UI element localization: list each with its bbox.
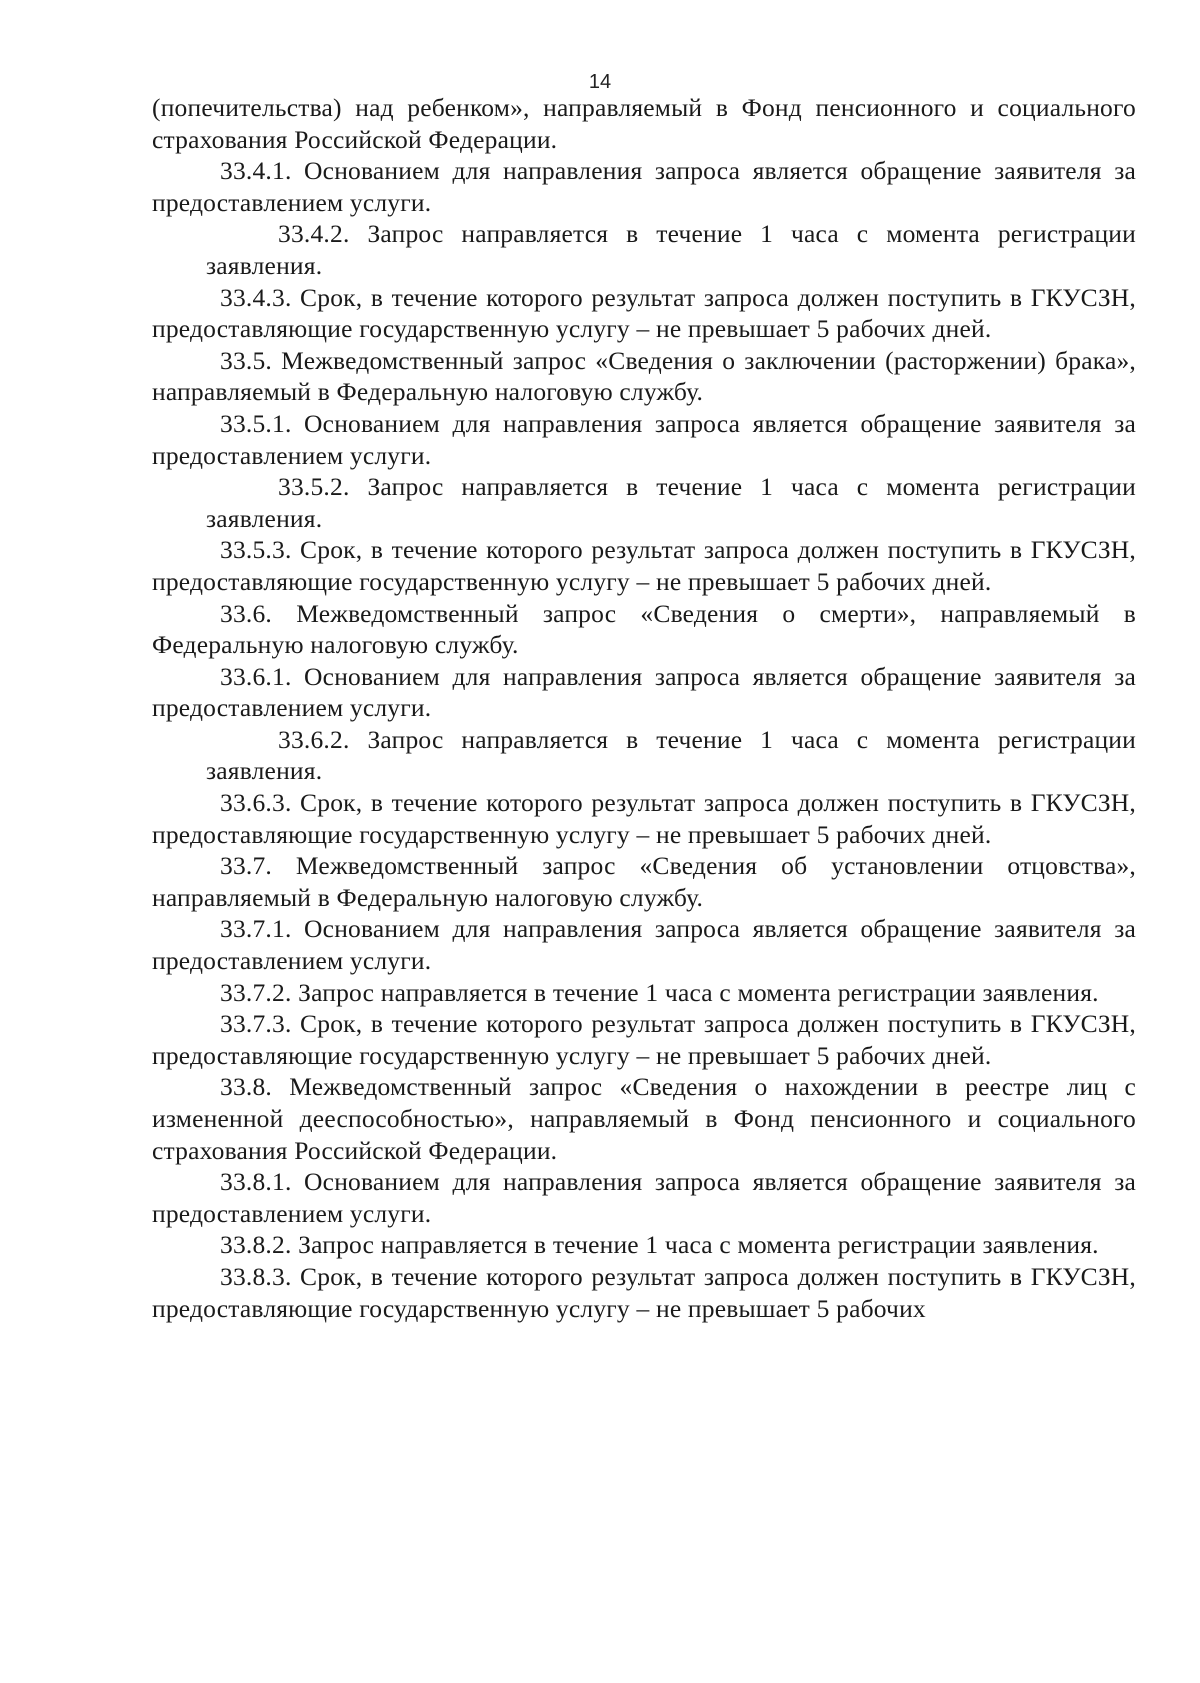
paragraph: 33.4.2. Запрос направляется в течение 1 часа с момента регистрации заявления. xyxy=(206,219,1136,280)
paragraph: 33.6.3. Срок, в течение которого результат запроса должен поступить в ГКУСЗН, предоставляющие государственную услугу – не превышает 5 рабочих дней. xyxy=(152,788,1136,849)
paragraph: 33.4.1. Основанием для направления запроса является обращение заявителя за предоставлением услуги. xyxy=(152,156,1136,217)
page-number: 14 xyxy=(588,71,612,93)
paragraph: 33.8.3. Срок, в течение которого результат запроса должен поступить в ГКУСЗН, предоставляющие государственную услугу – не превышает 5 рабочих xyxy=(152,1261,1136,1323)
paragraph: 33.7.1. Основанием для направления запроса является обращение заявителя за предоставлением услуги. xyxy=(152,914,1136,976)
paragraph: 33.6.2. Запрос направляется в течение 1 часа с момента регистрации заявления. xyxy=(206,724,1136,786)
paragraph: 33.6.1. Основанием для направления запроса является обращение заявителя за предоставлением услуги. xyxy=(152,661,1136,723)
paragraph: 33.8. Межведомственный запрос «Сведения о нахождении в реестре лиц с измененной дееспособностью», направляемый в Фонд пенсионного и социального страхования Российской Федерации. xyxy=(152,1072,1136,1165)
paragraph: 33.6. Межведомственный запрос «Сведения о смерти», направляемый в Федеральную налоговую службу. xyxy=(152,598,1136,660)
paragraph: 33.7. Межведомственный запрос «Сведения об установлении отцовства», направляемый в Федеральную налоговую службу. xyxy=(152,851,1136,912)
paragraph: (попечительства) над ребенком», направляемый в Фонд пенсионного и социального страхования Российской Федерации. xyxy=(152,93,1136,154)
paragraph: 33.7.2. Запрос направляется в течение 1 часа с момента регистрации заявления. xyxy=(220,977,1099,1007)
paragraph: 33.5.1. Основанием для направления запроса является обращение заявителя за предоставлением услуги. xyxy=(152,408,1136,470)
document-body xyxy=(152,92,1136,1324)
paragraph: 33.4.3. Срок, в течение которого результат запроса должен поступить в ГКУСЗН, предоставляющие государственную услугу – не превышает 5 рабочих дней. xyxy=(152,282,1136,344)
paragraph: 33.7.3. Срок, в течение которого результат запроса должен поступить в ГКУСЗН, предоставляющие государственную услугу – не превышает 5 рабочих дней. xyxy=(152,1009,1136,1070)
paragraph: 33.8.2. Запрос направляется в течение 1 часа с момента регистрации заявления. xyxy=(220,1230,1099,1260)
paragraph: 33.5. Межведомственный запрос «Сведения о заключении (расторжении) брака», направляемый в Федеральную налоговую службу. xyxy=(152,345,1136,407)
paragraph: 33.8.1. Основанием для направления запроса является обращение заявителя за предоставлением услуги. xyxy=(152,1167,1136,1228)
paragraph: 33.5.2. Запрос направляется в течение 1 часа с момента регистрации заявления. xyxy=(206,472,1136,533)
paragraph: 33.5.3. Срок, в течение которого результат запроса должен поступить в ГКУСЗН, предоставляющие государственную услугу – не превышает 5 рабочих дней. xyxy=(152,535,1136,596)
